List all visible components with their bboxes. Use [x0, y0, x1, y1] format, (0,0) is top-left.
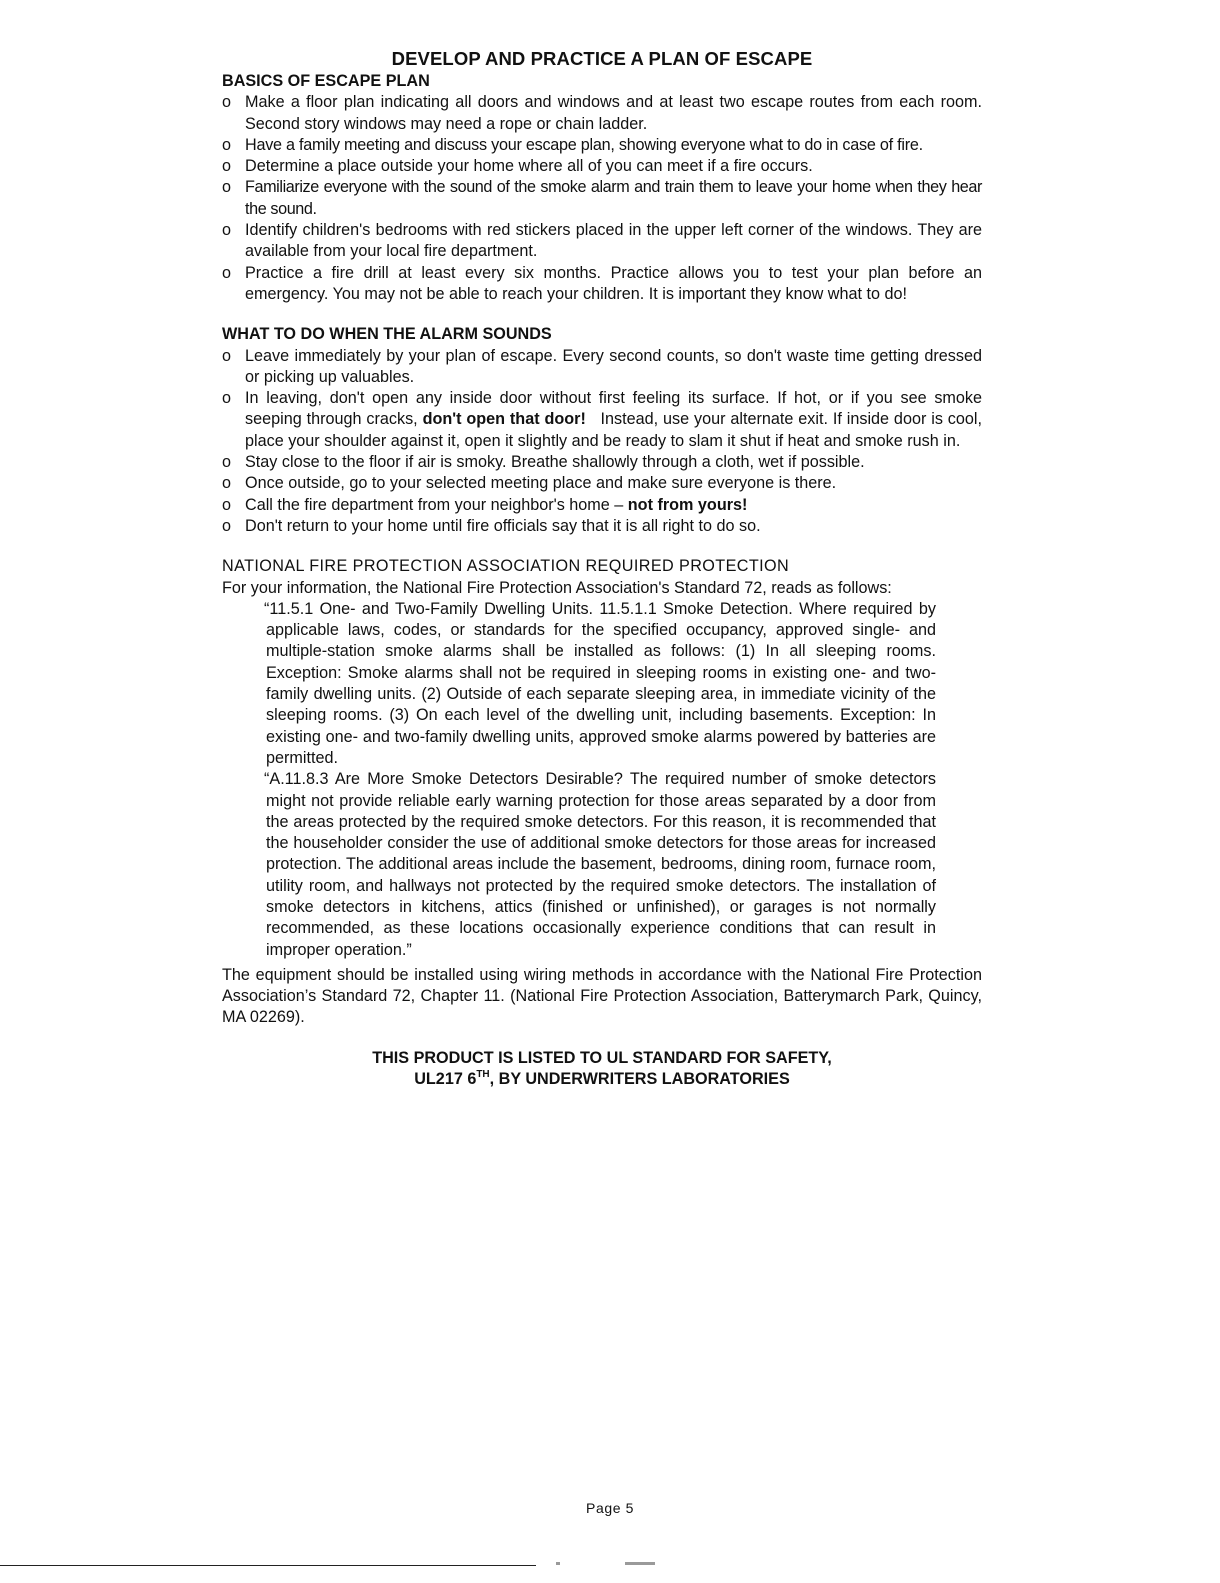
list-item [222, 135, 982, 156]
ul-listing-line [222, 1069, 982, 1090]
bullet-marker: o [222, 495, 232, 514]
list-item-text: Call the fire department from your neighbor's home – [245, 495, 624, 514]
bullet-marker: o [222, 474, 232, 493]
quote-mark-open: “ [264, 770, 270, 789]
page-content [222, 47, 982, 1090]
ul-standard-suffix: , BY UNDERWRITERS LABORATORIES [489, 1070, 790, 1089]
quote-mark-close: ” [406, 940, 412, 959]
quote-text: 11.5.1 One- and Two-Family Dwelling Units. 11.5.1.1 Smoke Detection. Where required by applicable laws, codes, or standards for the specified occupancy, approved single- and multiple-station smoke alarms shall be installed as follows: (1) In all sleeping rooms. Exception: Smoke alarms shall not be required in sleeping rooms in existing one- and two-family dwelling units. (2) Outside of each separate sleeping area, in immediate vicinity of the sleeping rooms. (3) On each level of the dwelling unit, including basements. Exception: In existing one- and two-family dwelling units, approved smoke alarms powered by batteries are permitted. [266, 599, 936, 767]
list-item [222, 92, 982, 135]
footer-scan-mark [625, 1562, 655, 1565]
ul-standard-superscript: TH [476, 1068, 490, 1080]
ul-standard-prefix: UL217 6 [414, 1070, 477, 1089]
list-item-text: Instead, use your alternate exit. If inside door is cool, place your shoulder against it, open it slightly and be ready to slam it shut if heat and smoke rush in. [245, 410, 983, 450]
bullet-marker: o [222, 263, 232, 282]
emphasis-text: don't open that door! [422, 410, 586, 429]
basics-list [222, 92, 982, 305]
nfpa-closing: The equipment should be installed using wiring methods in accordance with the National Fire Protection Association’s Standard 72, Chapter 11. (National Fire Protection Association, Batterymarch Park, Quincy, MA 02269). [222, 965, 982, 1027]
nfpa-quote-paragraph [266, 599, 936, 769]
page-title: DEVELOP AND PRACTICE A PLAN OF ESCAPE [391, 48, 813, 69]
quote-text: A.11.8.3 Are More Smoke Detectors Desirable? The required number of smoke detectors might not provide reliable early warning protection for those areas separated by a door from the areas protected by the required smoke detectors. For this reason, it is recommended that the householder consider the use of additional smoke detectors for those areas for increased protection. The additional areas include the basement, bedrooms, dining room, furnace room, utility room, and hallways not protected by the required smoke detectors. The installation of smoke detectors in kitchens, attics (finished or unfinished), or garages is not normally recommended, as these locations occasionally experience conditions that can result in improper operation. [266, 770, 936, 959]
list-item-text: Have a family meeting and discuss your escape plan, showing everyone what to do in case of fire. [245, 135, 923, 154]
list-item [222, 263, 982, 306]
bullet-marker: o [222, 389, 232, 408]
list-item-text: Once outside, go to your selected meeting place and make sure everyone is there. [245, 474, 837, 493]
nfpa-quote-paragraph [266, 769, 936, 961]
footer-scan-mark [556, 1562, 560, 1565]
list-item [222, 473, 982, 494]
list-item [222, 516, 982, 537]
ul-listing-statement [222, 1048, 982, 1091]
list-item-text: Practice a fire drill at least every six months. Practice allows you to test your plan before an emergency. You may not be able to reach your children. It is important they know what to do! [245, 263, 982, 303]
quote-mark-open: “ [264, 599, 270, 618]
list-item-text: Stay close to the floor if air is smoky. Breathe shallowly through a cloth, wet if possible. [245, 453, 865, 472]
list-item [222, 388, 982, 452]
list-item [222, 452, 982, 473]
bullet-marker: o [222, 178, 232, 197]
bullet-marker: o [222, 221, 232, 240]
bullet-marker: o [222, 157, 232, 176]
footer-rule [0, 1565, 536, 1566]
alarm-list [222, 346, 982, 538]
list-item-text: Don't return to your home until fire officials say that it is all right to do so. [245, 516, 761, 535]
list-item [222, 156, 982, 177]
list-item-text: Determine a place outside your home where all of you can meet if a fire occurs. [245, 157, 813, 176]
list-item-text: Leave immediately by your plan of escape. Every second counts, so don't waste time getting dressed or picking up valuables. [245, 346, 982, 386]
alarm-heading: WHAT TO DO WHEN THE ALARM SOUNDS [222, 325, 552, 344]
bullet-marker: o [222, 135, 232, 154]
page-number: Page 5 [586, 1500, 634, 1516]
ul-listing-line: THIS PRODUCT IS LISTED TO UL STANDARD FOR SAFETY, [372, 1048, 832, 1067]
nfpa-intro: For your information, the National Fire Protection Association's Standard 72, reads as follows: [222, 578, 892, 597]
bullet-marker: o [222, 453, 232, 472]
bullet-marker: o [222, 346, 232, 365]
list-item [222, 177, 982, 220]
list-item [222, 346, 982, 389]
emphasis-text: not from yours! [627, 495, 748, 514]
bullet-marker: o [222, 93, 232, 112]
list-item-text: Make a floor plan indicating all doors and windows and at least two escape routes from each room. Second story windows may need a rope or chain ladder. [245, 93, 982, 133]
bullet-marker: o [222, 516, 232, 535]
list-item [222, 220, 982, 263]
nfpa-quote-block [266, 599, 936, 961]
list-item [222, 495, 982, 516]
basics-heading: BASICS OF ESCAPE PLAN [222, 72, 430, 90]
list-item-text: In leaving, don't open any inside door without first feeling its surface. If hot, or if you see smoke seeping through cracks, [245, 389, 982, 429]
list-item-text: Familiarize everyone with the sound of the smoke alarm and train them to leave your home when they hear the sound. [245, 178, 982, 218]
list-item-text: Identify children's bedrooms with red stickers placed in the upper left corner of the windows. They are available from your local fire department. [245, 221, 982, 261]
nfpa-heading: NATIONAL FIRE PROTECTION ASSOCIATION REQUIRED PROTECTION [222, 557, 790, 576]
